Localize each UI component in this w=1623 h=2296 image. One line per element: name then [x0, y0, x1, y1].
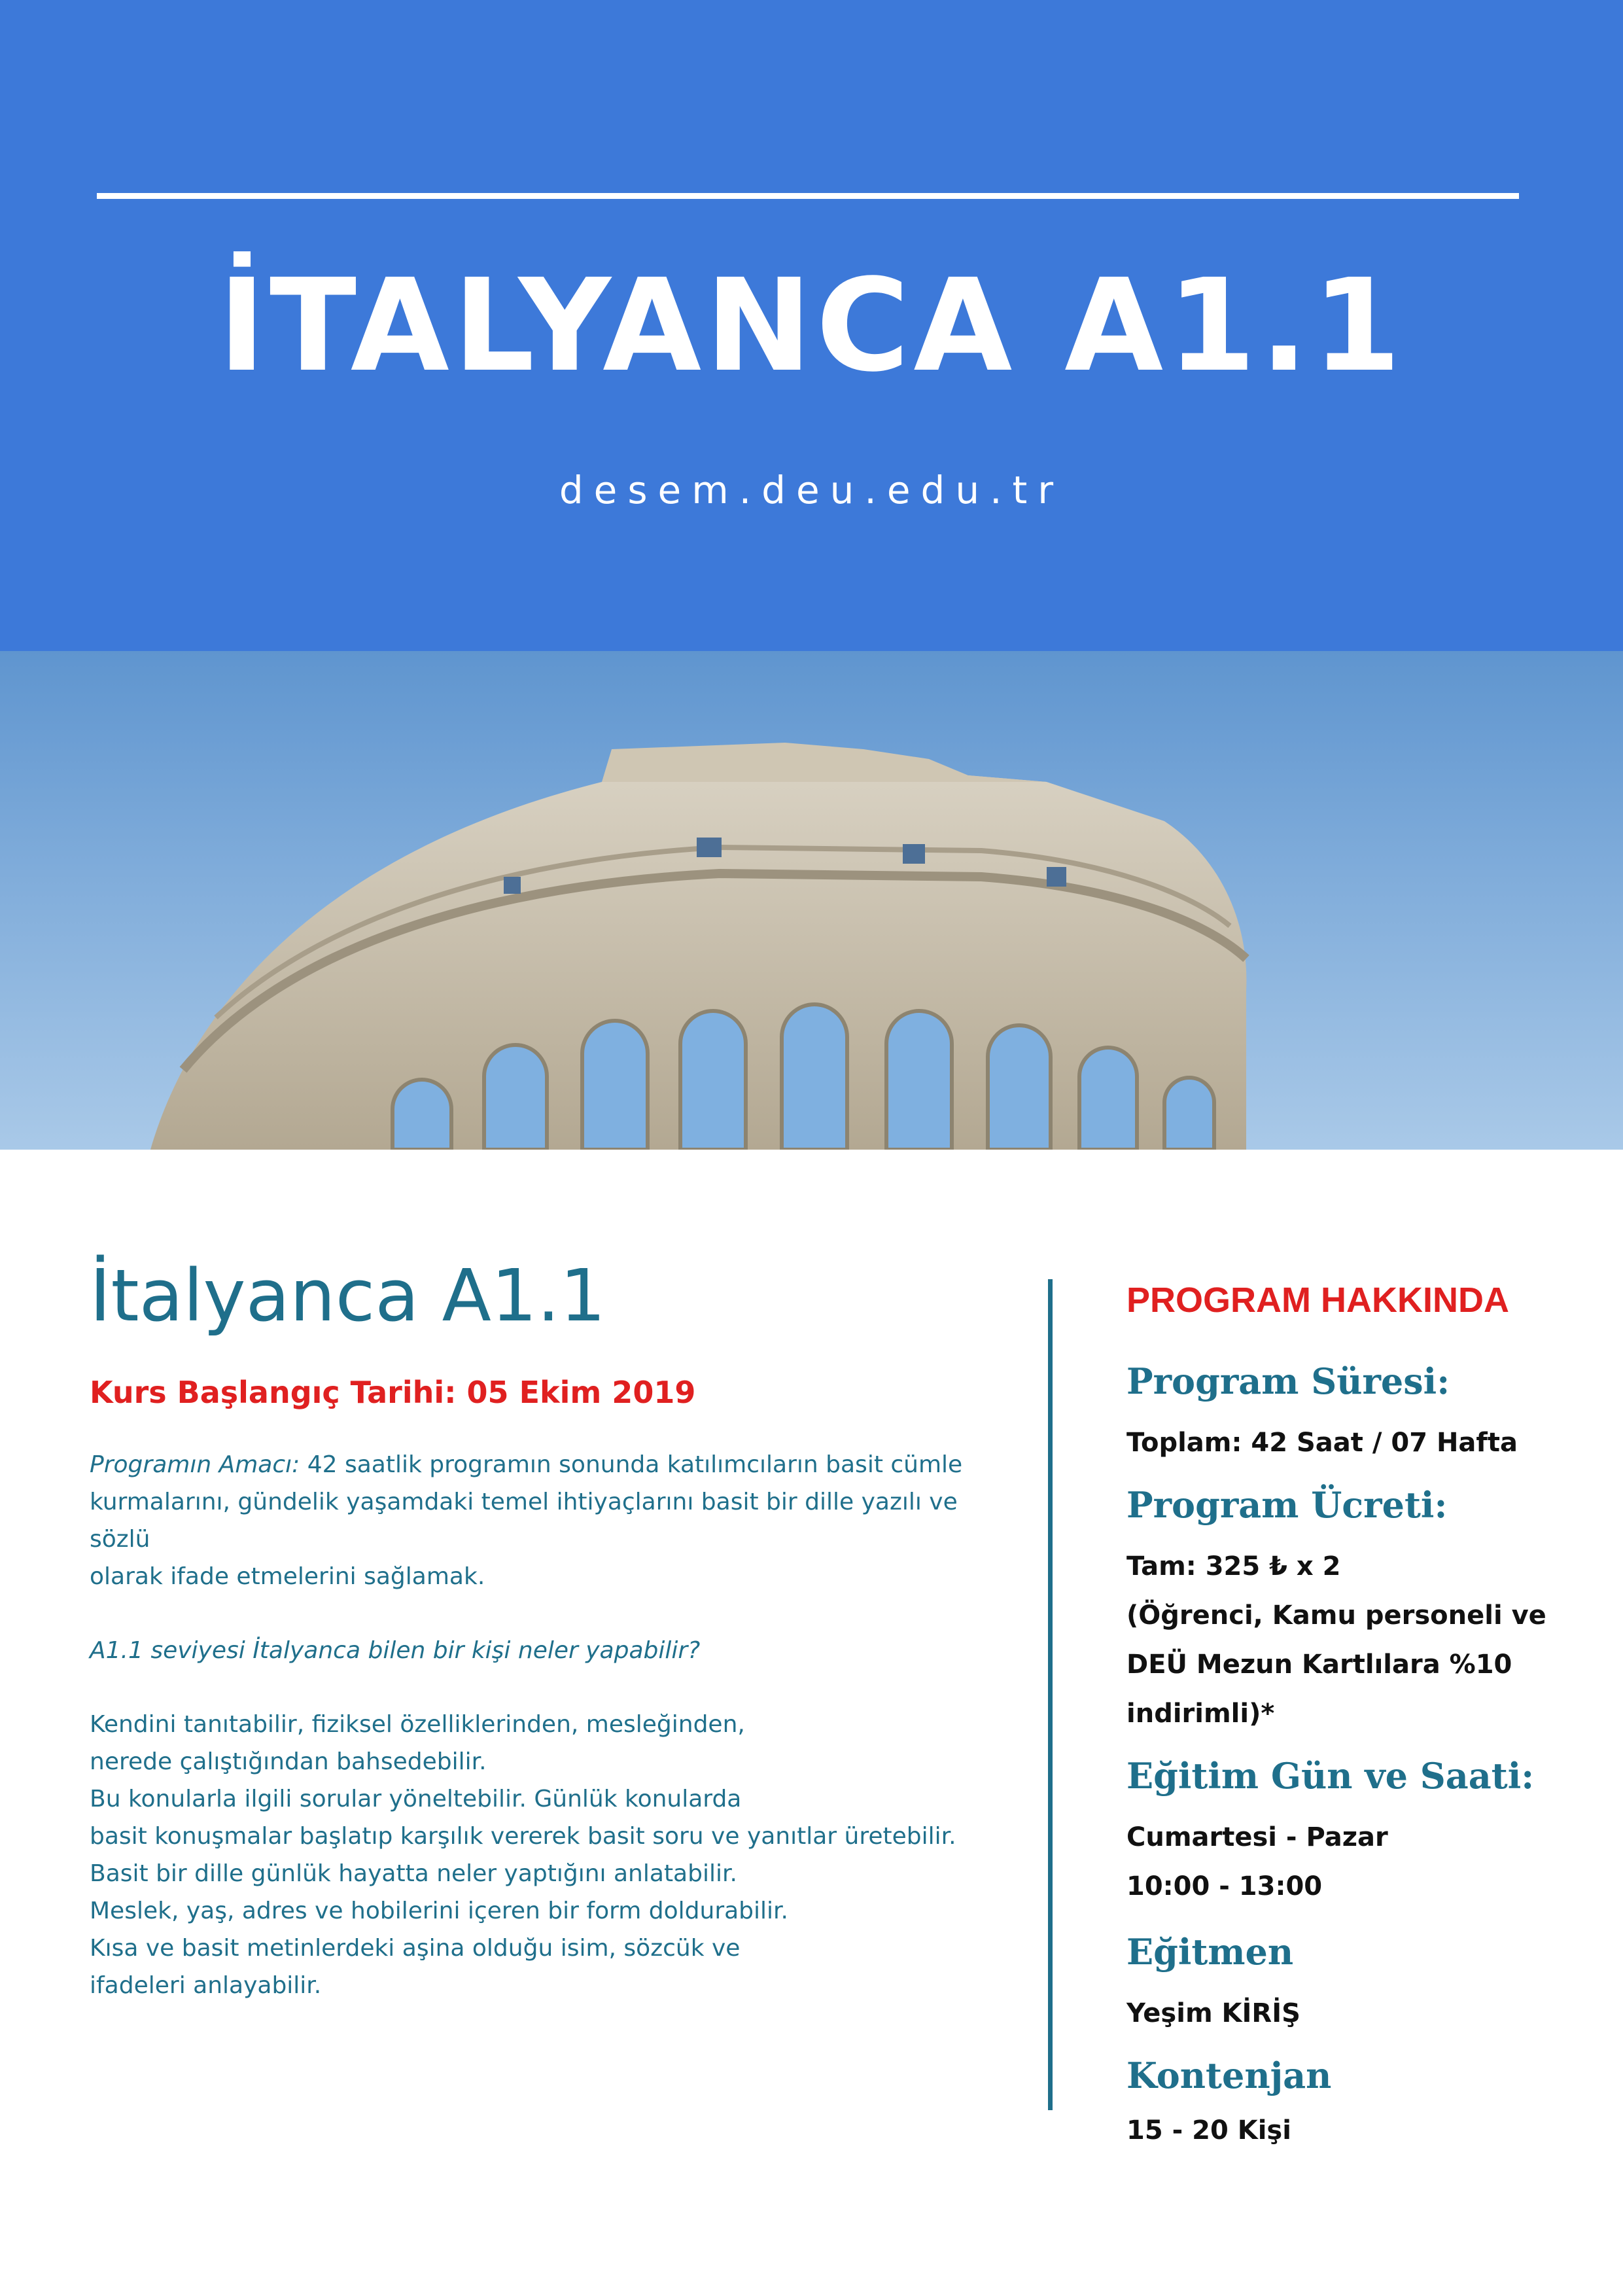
abilities-list — [90, 1706, 966, 2004]
column-divider — [1048, 1279, 1053, 2110]
duration-label: Program Süresi: — [1126, 1360, 1450, 1402]
colosseum-photo — [0, 651, 1623, 1150]
course-description — [90, 1256, 966, 2004]
abilities-question: A1.1 seviyesi İtalyanca bilen bir kişi neler yapabilir? — [90, 1637, 701, 1664]
header-rule — [97, 193, 1519, 199]
schedule-label: Eğitim Gün ve Saati: — [1126, 1755, 1535, 1797]
purpose-line: kurmalarını, gündelik yaşamdaki temel ihtiyaçlarını basit bir dille yazılı ve sözlü — [90, 1489, 958, 1553]
schedule-line: Cumartesi - Pazar — [1126, 1822, 1388, 1852]
capacity-label: Kontenjan — [1126, 2055, 1332, 2096]
purpose-paragraph — [90, 1446, 966, 1595]
duration-value: Toplam: 42 Saat / 07 Hafta — [1126, 1428, 1518, 1458]
instructor-label: Eğitmen — [1126, 1931, 1294, 1973]
program-info — [1126, 1282, 1597, 2155]
ability-line: Kendini tanıtabilir, fiziksel özelliklerinden, mesleğinden, — [90, 1711, 745, 1738]
program-heading: PROGRAM HAKKINDA — [1126, 1280, 1509, 1320]
ability-line: Bu konularla ilgili sorular yöneltebilir. Günlük konularda — [90, 1786, 742, 1812]
page-title: İTALYANCA A1.1 — [218, 251, 1405, 400]
fee-line: Tam: 325 ₺ x 2 — [1126, 1551, 1341, 1581]
ability-line: nerede çalıştığından bahsedebilir. — [90, 1748, 487, 1775]
fee-value — [1126, 1542, 1597, 1739]
capacity-value: 15 - 20 Kişi — [1126, 2115, 1291, 2146]
start-date: Kurs Başlangıç Tarihi: 05 Ekim 2019 — [90, 1375, 696, 1410]
schedule-value — [1126, 1813, 1597, 1911]
fee-line: DEÜ Mezun Kartlılara %10 — [1126, 1650, 1512, 1680]
fee-label: Program Ücreti: — [1126, 1484, 1448, 1526]
instructor-name: Yeşim KİRİŞ — [1126, 1998, 1300, 2028]
ability-line: Kısa ve basit metinlerdeki aşina olduğu isim, sözcük ve — [90, 1935, 741, 1962]
ability-line: basit konuşmalar başlatıp karşılık vererek basit soru ve yanıtlar üretebilir. — [90, 1823, 956, 1850]
course-title: İtalyanca A1.1 — [90, 1254, 606, 1337]
schedule-line: 10:00 - 13:00 — [1126, 1871, 1323, 1901]
fee-line: (Öğrenci, Kamu personeli ve — [1126, 1600, 1546, 1631]
purpose-line: 42 saatlik programın sonunda katılımcıların basit cümle — [300, 1451, 963, 1478]
ability-line: ifadeleri anlayabilir. — [90, 1972, 322, 1999]
course-body — [90, 1446, 966, 2004]
fee-line: indirimli)* — [1126, 1699, 1275, 1729]
header-banner — [0, 0, 1623, 651]
ability-line: Meslek, yaş, adres ve hobilerini içeren bir form doldurabilir. — [90, 1898, 788, 1924]
purpose-label: Programın Amacı: — [90, 1451, 300, 1478]
ability-line: Basit bir dille günlük hayatta neler yaptığını anlatabilir. — [90, 1860, 737, 1887]
website-url: desem.deu.edu.tr — [559, 468, 1064, 512]
purpose-line: olarak ifade etmelerini sağlamak. — [90, 1563, 485, 1590]
